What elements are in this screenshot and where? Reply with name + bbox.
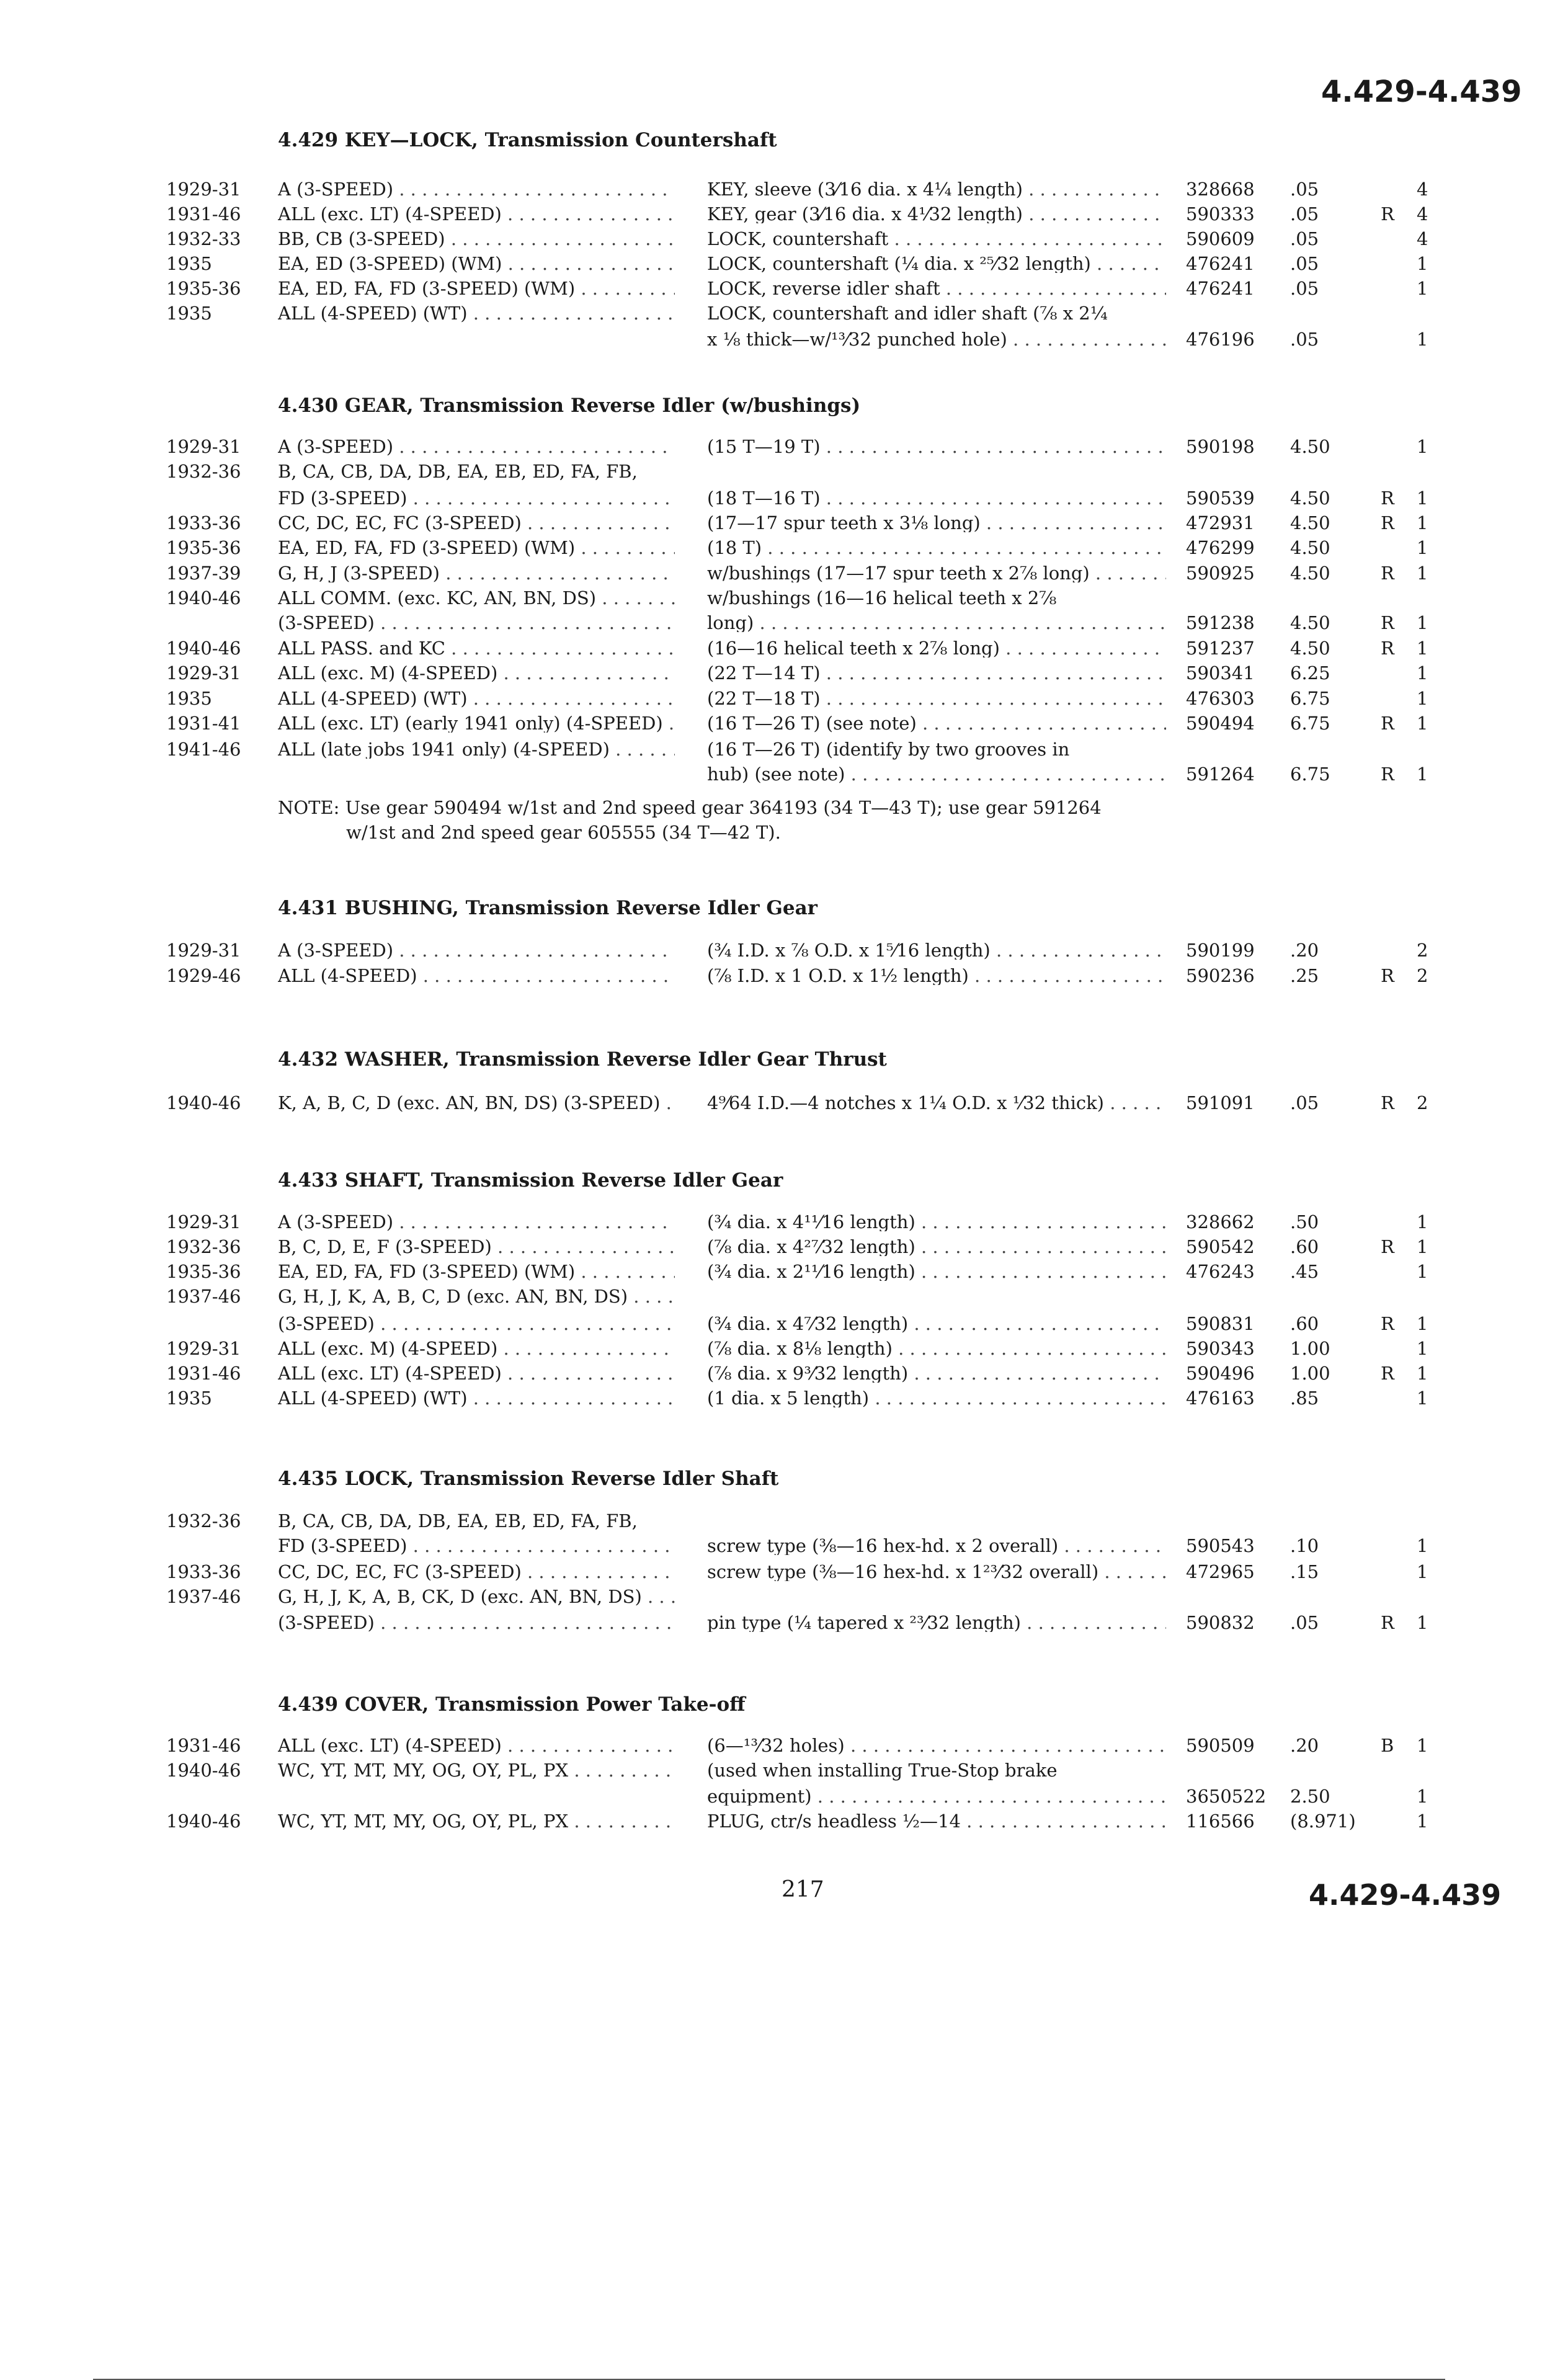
cell-desc: (18 T) . . . [707,539,1166,557]
section-note: w/1st and 2nd speed gear 605555 (34 T—42 T). [346,822,781,843]
cell-model: EA, ED (3-SPEED) (WM) . . . [278,255,675,273]
cell-qty: 1 [1417,1338,1428,1359]
cell-desc: 4⁹⁄64 I.D.—4 notches x 1¼ O.D. x ¹⁄32 thick) . . . [707,1094,1166,1112]
cell-part: 590494 [1186,713,1255,734]
cell-part: 476241 [1186,278,1255,299]
cell-model: A (3-SPEED) . . . [278,942,675,960]
section-title: 4.435 LOCK, Transmission Reverse Idler Shaft [278,1468,779,1490]
cell-desc: (16 T—26 T) (see note) . . . [707,715,1166,733]
cell-price: .50 [1290,1211,1319,1232]
cell-price: .05 [1290,278,1319,299]
cell-price: 4.50 [1290,537,1330,558]
cell-model: G, H, J, K, A, B, CK, D (exc. AN, BN, DS) . . . [278,1588,675,1606]
cell-years: 1931-46 [166,1735,241,1756]
cell-model: A (3-SPEED) . . . [278,181,675,198]
cell-part: 591091 [1186,1092,1255,1113]
cell-desc: PLUG, ctr/s headless ½—14 . . . [707,1812,1166,1830]
cell-years: 1935-36 [166,278,241,299]
cell-price: 4.50 [1290,638,1330,659]
cell-qty: 2 [1417,1092,1428,1113]
cell-price: .85 [1290,1388,1319,1409]
cell-years: 1929-31 [166,179,241,200]
cell-years: 1941-46 [166,739,241,760]
cell-qty: 1 [1417,253,1428,274]
cell-price: .60 [1290,1313,1319,1334]
cell-years: 1929-31 [166,940,241,961]
cell-qty: 1 [1417,278,1428,299]
cell-desc: (6—¹³⁄32 holes) . . . [707,1737,1166,1755]
page-number: 217 [782,1877,824,1902]
cell-desc: (used when installing True-Stop brake [707,1760,1058,1781]
cell-years: 1935 [166,688,212,709]
cell-price: 4.50 [1290,563,1330,584]
cell-price: .15 [1290,1561,1319,1582]
cell-qty: 1 [1417,1612,1428,1633]
cell-model: EA, ED, FA, FD (3-SPEED) (WM) . . . [278,539,675,557]
cell-model: B, C, D, E, F (3-SPEED) . . . [278,1238,675,1256]
cell-model: ALL (late jobs 1941 only) (4-SPEED) . . . [278,741,675,759]
cell-years: 1937-46 [166,1586,241,1607]
cell-years: 1940-46 [166,587,241,608]
cell-part: 590199 [1186,940,1255,961]
cell-model: FD (3-SPEED) . . . [278,1537,675,1555]
cell-part: 328668 [1186,179,1255,200]
cell-years: 1931-41 [166,713,241,734]
cell-model: ALL (4-SPEED) (WT) . . . [278,690,675,708]
cell-code: R [1381,203,1394,225]
cell-part: 476299 [1186,537,1255,558]
cell-part: 590832 [1186,1612,1255,1633]
cell-model: K, A, B, C, D (exc. AN, BN, DS) (3-SPEED) . . . [278,1094,675,1112]
cell-qty: 4 [1417,228,1428,249]
cell-price: .05 [1290,228,1319,249]
cell-qty: 1 [1417,512,1428,533]
page-header-range: 4.429-4.439 [1321,74,1522,109]
cell-part: 3650522 [1186,1786,1267,1807]
cell-desc: (¾ dia. x 4¹¹⁄16 length) . . . [707,1213,1166,1231]
cell-model: ALL (exc. LT) (early 1941 only) (4-SPEED) . . . [278,715,675,733]
cell-qty: 1 [1417,1211,1428,1232]
cell-price: 4.50 [1290,512,1330,533]
section-title: 4.431 BUSHING, Transmission Reverse Idler Gear [278,897,817,919]
cell-price: .05 [1290,203,1319,225]
cell-code: R [1381,1363,1394,1384]
cell-price: 2.50 [1290,1786,1330,1807]
cell-price: 6.75 [1290,688,1330,709]
cell-price: 4.50 [1290,436,1330,457]
cell-part: 590236 [1186,965,1255,986]
cell-desc: LOCK, countershaft . . . [707,230,1166,248]
cell-price: .10 [1290,1535,1319,1556]
cell-desc: (17—17 spur teeth x 3⅛ long) . . . [707,514,1166,532]
cell-desc: (1 dia. x 5 length) . . . [707,1389,1166,1407]
cell-part: 590831 [1186,1313,1255,1334]
cell-years: 1935 [166,303,212,324]
cell-desc: (15 T—19 T) . . . [707,438,1166,456]
cell-model: EA, ED, FA, FD (3-SPEED) (WM) . . . [278,280,675,298]
cell-years: 1933-36 [166,1561,241,1582]
cell-part: 590343 [1186,1338,1255,1359]
cell-price: 4.50 [1290,612,1330,633]
cell-desc: LOCK, countershaft (¼ dia. x ²⁵⁄32 length) . . . [707,255,1166,273]
cell-model: ALL (exc. M) (4-SPEED) . . . [278,664,675,682]
cell-qty: 1 [1417,764,1428,785]
cell-price: .20 [1290,940,1319,961]
cell-price: .25 [1290,965,1319,986]
cell-part: 590341 [1186,662,1255,684]
cell-desc: pin type (¼ tapered x ²³⁄32 length) . . . [707,1614,1166,1632]
cell-price: 1.00 [1290,1363,1330,1384]
cell-part: 472931 [1186,512,1255,533]
cell-qty: 1 [1417,1561,1428,1582]
cell-desc: (22 T—14 T) . . . [707,664,1166,682]
cell-qty: 2 [1417,940,1428,961]
cell-years: 1937-39 [166,563,241,584]
cell-qty: 1 [1417,537,1428,558]
cell-years: 1940-46 [166,1811,241,1832]
cell-part: 591237 [1186,638,1255,659]
cell-qty: 1 [1417,638,1428,659]
cell-desc: (⅞ I.D. x 1 O.D. x 1½ length) . . . [707,967,1166,985]
cell-model: ALL (exc. LT) (4-SPEED) . . . [278,1365,675,1383]
cell-desc: x ⅛ thick—w/¹³⁄32 punched hole) . . . [707,331,1166,349]
cell-model: (3-SPEED) . . . [278,614,675,632]
cell-model: WC, YT, MT, MY, OG, OY, PL, PX . . . [278,1762,675,1780]
cell-part: 590925 [1186,563,1255,584]
cell-model: CC, DC, EC, FC (3-SPEED) . . . [278,1563,675,1581]
cell-years: 1940-46 [166,1760,241,1781]
cell-desc: (16—16 helical teeth x 2⅞ long) . . . [707,640,1166,657]
cell-price: .45 [1290,1261,1319,1282]
page-footer-range: 4.429-4.439 [1309,1878,1502,1912]
cell-years: 1940-46 [166,1092,241,1113]
cell-model: ALL (4-SPEED) . . . [278,967,675,985]
cell-desc: screw type (⅜—16 hex-hd. x 1²³⁄32 overall) . . . [707,1563,1166,1581]
cell-years: 1932-36 [166,1510,241,1531]
cell-price: 6.25 [1290,662,1330,684]
section-title: 4.433 SHAFT, Transmission Reverse Idler Gear [278,1169,783,1192]
cell-code: R [1381,488,1394,509]
cell-qty: 1 [1417,1735,1428,1756]
cell-desc: (¾ dia. x 4⁷⁄32 length) . . . [707,1315,1166,1333]
cell-qty: 4 [1417,179,1428,200]
cell-years: 1929-31 [166,1338,241,1359]
cell-code: R [1381,563,1394,584]
cell-model: (3-SPEED) . . . [278,1315,675,1333]
cell-years: 1932-33 [166,228,241,249]
cell-years: 1933-36 [166,512,241,533]
cell-price: .05 [1290,329,1319,350]
cell-qty: 1 [1417,329,1428,350]
cell-model: A (3-SPEED) . . . [278,1213,675,1231]
cell-years: 1935 [166,253,212,274]
cell-price: 6.75 [1290,764,1330,785]
cell-desc: (¾ I.D. x ⅞ O.D. x 1⁵⁄16 length) . . . [707,942,1166,960]
cell-years: 1931-46 [166,203,241,225]
cell-qty: 1 [1417,1261,1428,1282]
cell-code: R [1381,512,1394,533]
cell-desc: (¾ dia. x 2¹¹⁄16 length) . . . [707,1263,1166,1281]
cell-part: 590543 [1186,1535,1255,1556]
cell-desc: KEY, gear (3⁄16 dia. x 4¹⁄32 length) . . . [707,205,1166,223]
cell-qty: 1 [1417,1236,1428,1257]
cell-part: 476196 [1186,329,1255,350]
cell-part: 590509 [1186,1735,1255,1756]
cell-model: EA, ED, FA, FD (3-SPEED) (WM) . . . [278,1263,675,1281]
cell-model: ALL PASS. and KC . . . [278,640,675,657]
cell-part: 476241 [1186,253,1255,274]
cell-years: 1932-36 [166,461,241,482]
cell-years: 1932-36 [166,1236,241,1257]
cell-qty: 1 [1417,688,1428,709]
cell-price: 4.50 [1290,488,1330,509]
cell-model: A (3-SPEED) . . . [278,438,675,456]
cell-desc: KEY, sleeve (3⁄16 dia. x 4¼ length) . . . [707,181,1166,198]
cell-desc: LOCK, reverse idler shaft . . . [707,280,1166,298]
cell-price: (8.971) [1290,1811,1356,1832]
cell-years: 1929-31 [166,1211,241,1232]
cell-years: 1931-46 [166,1363,241,1384]
cell-part: 590333 [1186,203,1255,225]
cell-model: ALL (exc. LT) (4-SPEED) . . . [278,1737,675,1755]
cell-model: B, CA, CB, DA, DB, EA, EB, ED, FA, FB, [278,1510,638,1531]
cell-years: 1929-46 [166,965,241,986]
cell-qty: 1 [1417,1811,1428,1832]
cell-desc: (22 T—18 T) . . . [707,690,1166,708]
cell-model: G, H, J (3-SPEED) . . . [278,564,675,582]
cell-desc: (⅞ dia. x 8⅛ length) . . . [707,1340,1166,1358]
cell-price: .05 [1290,1092,1319,1113]
cell-price: .20 [1290,1735,1319,1756]
cell-desc: w/bushings (16—16 helical teeth x 2⅞ [707,587,1057,608]
cell-code: R [1381,764,1394,785]
cell-model: G, H, J, K, A, B, C, D (exc. AN, BN, DS) . . . [278,1288,675,1306]
section-title: 4.430 GEAR, Transmission Reverse Idler (w/bushings) [278,394,861,417]
cell-qty: 1 [1417,1313,1428,1334]
cell-desc: w/bushings (17—17 spur teeth x 2⅞ long) . . . [707,564,1166,582]
cell-desc: (16 T—26 T) (identify by two grooves in [707,739,1070,760]
cell-qty: 1 [1417,662,1428,684]
cell-part: 591238 [1186,612,1255,633]
cell-code: R [1381,638,1394,659]
cell-part: 476243 [1186,1261,1255,1282]
cell-desc: LOCK, countershaft and idler shaft (⅞ x 2¼ [707,303,1108,324]
cell-model: FD (3-SPEED) . . . [278,489,675,507]
cell-model: ALL (exc. M) (4-SPEED) . . . [278,1340,675,1358]
cell-price: .60 [1290,1236,1319,1257]
cell-code: R [1381,1313,1394,1334]
cell-price: .05 [1290,253,1319,274]
cell-desc: screw type (⅜—16 hex-hd. x 2 overall) . . . [707,1537,1166,1555]
cell-code: R [1381,1236,1394,1257]
cell-model: BB, CB (3-SPEED) . . . [278,230,675,248]
cell-part: 472965 [1186,1561,1255,1582]
cell-part: 590198 [1186,436,1255,457]
cell-part: 476303 [1186,688,1255,709]
cell-desc: (⅞ dia. x 4²⁷⁄32 length) . . . [707,1238,1166,1256]
cell-part: 591264 [1186,764,1255,785]
cell-model: ALL (4-SPEED) (WT) . . . [278,305,675,323]
cell-qty: 1 [1417,1363,1428,1384]
cell-qty: 2 [1417,965,1428,986]
cell-qty: 4 [1417,203,1428,225]
cell-qty: 1 [1417,612,1428,633]
cell-model: CC, DC, EC, FC (3-SPEED) . . . [278,514,675,532]
cell-qty: 1 [1417,1786,1428,1807]
cell-part: 590496 [1186,1363,1255,1384]
cell-code: R [1381,965,1394,986]
cell-price: .05 [1290,179,1319,200]
cell-part: 590539 [1186,488,1255,509]
cell-code: B [1381,1735,1394,1756]
cell-code: R [1381,612,1394,633]
cell-price: 1.00 [1290,1338,1330,1359]
cell-years: 1935-36 [166,1261,241,1282]
cell-part: 328662 [1186,1211,1255,1232]
cell-qty: 1 [1417,713,1428,734]
cell-price: 6.75 [1290,713,1330,734]
cell-qty: 1 [1417,488,1428,509]
cell-desc: hub) (see note) . . . [707,765,1166,783]
cell-qty: 1 [1417,1388,1428,1409]
cell-model: ALL (exc. LT) (4-SPEED) . . . [278,205,675,223]
section-title: 4.432 WASHER, Transmission Reverse Idler Gear Thrust [278,1048,887,1071]
cell-model: WC, YT, MT, MY, OG, OY, PL, PX . . . [278,1812,675,1830]
section-title: 4.439 COVER, Transmission Power Take-off [278,1693,746,1716]
cell-years: 1937-46 [166,1286,241,1307]
cell-part: 590542 [1186,1236,1255,1257]
cell-years: 1929-31 [166,436,241,457]
cell-desc: long) . . . [707,614,1166,632]
cell-code: R [1381,1612,1394,1633]
cell-part: 116566 [1186,1811,1255,1832]
cell-model: (3-SPEED) . . . [278,1614,675,1632]
cell-years: 1929-31 [166,662,241,684]
cell-years: 1935 [166,1388,212,1409]
cell-desc: equipment) . . . [707,1788,1166,1806]
cell-years: 1935-36 [166,537,241,558]
cell-code: R [1381,1092,1394,1113]
cell-price: .05 [1290,1612,1319,1633]
cell-code: R [1381,713,1394,734]
cell-years: 1940-46 [166,638,241,659]
section-note: NOTE: Use gear 590494 w/1st and 2nd speed gear 364193 (34 T—43 T); use gear 591264 [278,797,1102,818]
cell-model: ALL COMM. (exc. KC, AN, BN, DS) . . . [278,589,675,607]
cell-model: B, CA, CB, DA, DB, EA, EB, ED, FA, FB, [278,461,638,482]
cell-part: 590609 [1186,228,1255,249]
section-title: 4.429 KEY—LOCK, Transmission Countershaft [278,129,777,151]
cell-desc: (⅞ dia. x 9³⁄32 length) . . . [707,1365,1166,1383]
cell-model: ALL (4-SPEED) (WT) . . . [278,1389,675,1407]
cell-qty: 1 [1417,563,1428,584]
cell-qty: 1 [1417,436,1428,457]
cell-part: 476163 [1186,1388,1255,1409]
cell-desc: (18 T—16 T) . . . [707,489,1166,507]
cell-qty: 1 [1417,1535,1428,1556]
